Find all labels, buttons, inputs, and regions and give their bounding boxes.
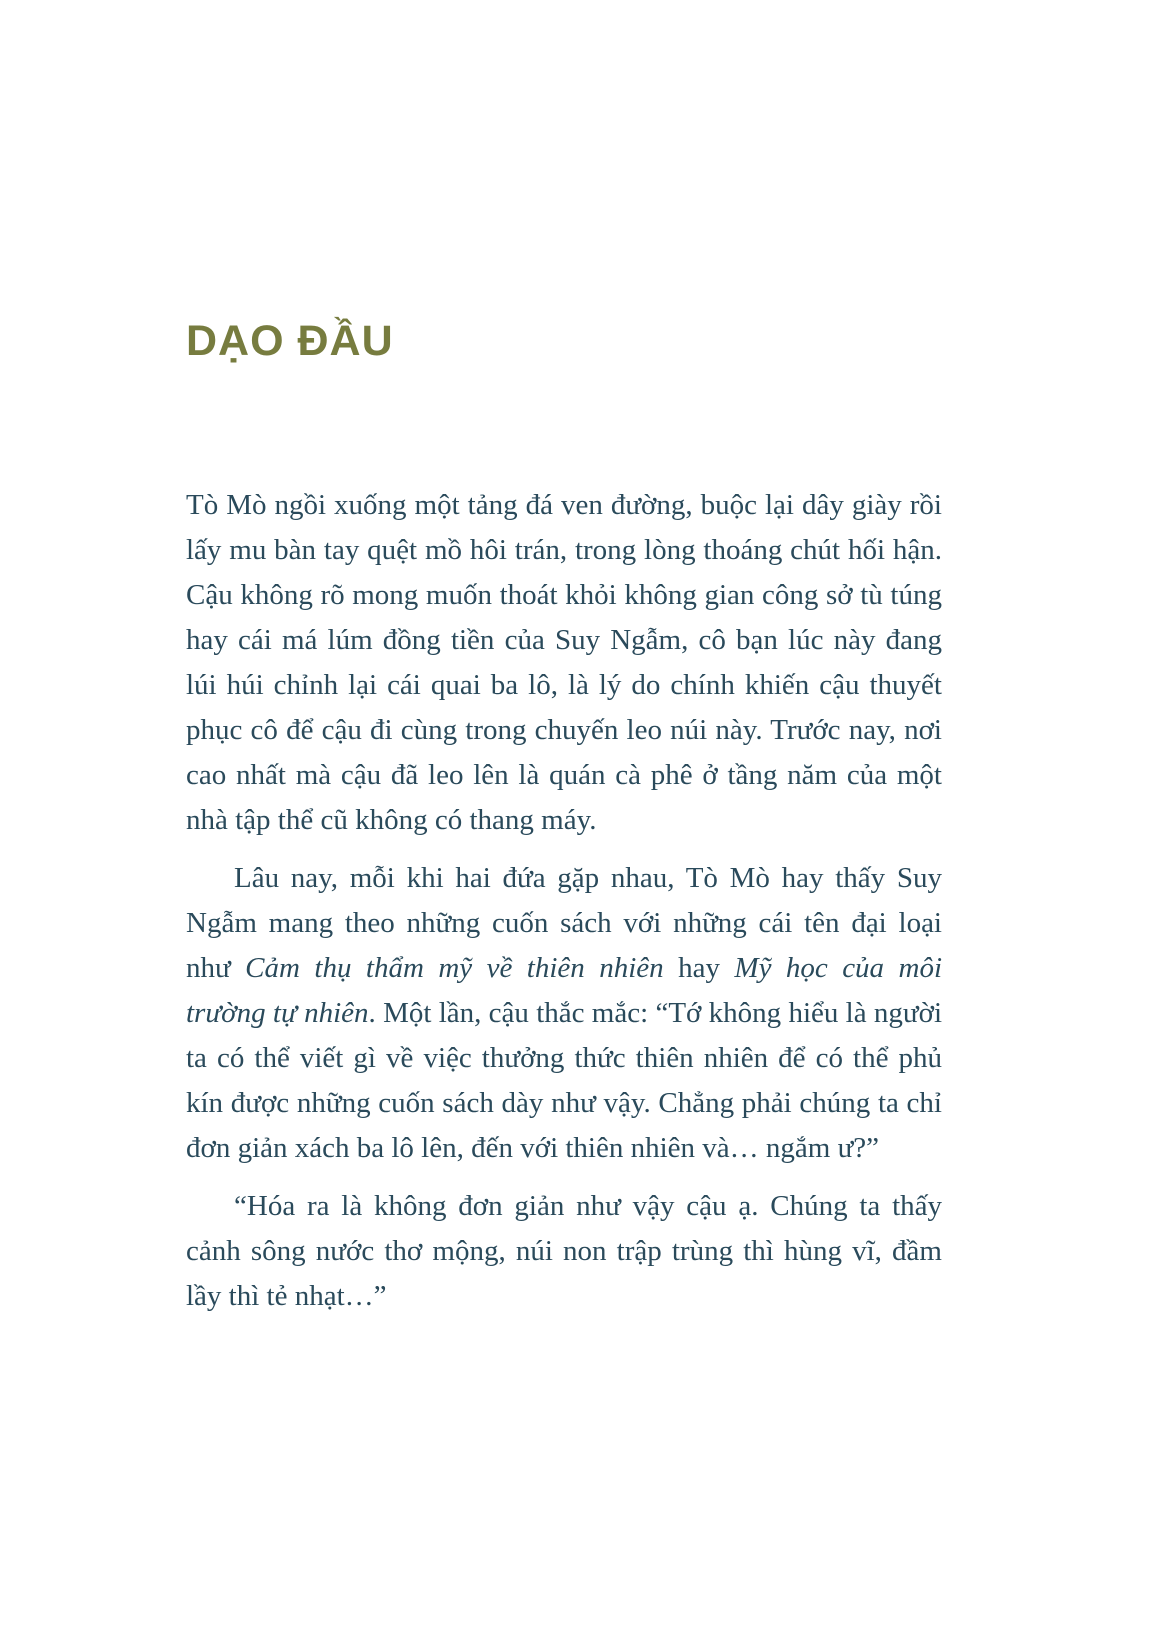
text-run: . Một lần, cậu thắc mắc: “Tớ không hiểu là người ta có thể viết gì về việc thưởng thức thiên nhiên để có thể phủ kín được những cuốn sách dày như vậy. Chẳng phải chúng ta chỉ đơn giản xách ba lô lên, đến với thiên nhiên và… ngắm ư?” (186, 997, 942, 1165)
text-run: Mỹ học của môi trường tự nhiên (186, 952, 943, 1030)
text-run: “Hóa ra là không đơn giản như vậy cậu ạ. Chúng ta thấy cảnh sông nước thơ mộng, núi non trập trùng thì hùng vĩ, đầm lầy thì tẻ nhạt…” (186, 1190, 942, 1313)
text-run: Tò Mò ngồi xuống một tảng đá ven đường, buộc lại dây giày rồi lấy mu bàn tay quệt mồ hôi trán, trong lòng thoáng chút hối hận. Cậu không rõ mong muốn thoát khỏi không gian công sở tù túng hay cái má lúm đồng tiền của Suy Ngẫm, cô bạn lúc này đang lúi húi chỉnh lại cái quai ba lô, là lý do chính khiến cậu thuyết phục cô để cậu đi cùng trong chuyến leo núi này. Trước nay, nơi cao nhất mà cậu đã leo lên là quán cà phê ở tầng năm của một nhà tập thể cũ không có thang máy. (186, 489, 942, 837)
paragraph (186, 483, 942, 843)
chapter-title: DẠO ĐẦU (186, 317, 394, 365)
body-text (186, 483, 942, 1319)
paragraph (186, 1184, 942, 1319)
text-run: Cảm thụ thẩm mỹ về thiên nhiên (245, 952, 664, 985)
paragraph (186, 856, 942, 1171)
text-run: hay (663, 952, 735, 985)
text-run: Lâu nay, mỗi khi hai đứa gặp nhau, Tò Mò hay thấy Suy Ngẫm mang theo những cuốn sách với những cái tên đại loại như (186, 862, 942, 985)
